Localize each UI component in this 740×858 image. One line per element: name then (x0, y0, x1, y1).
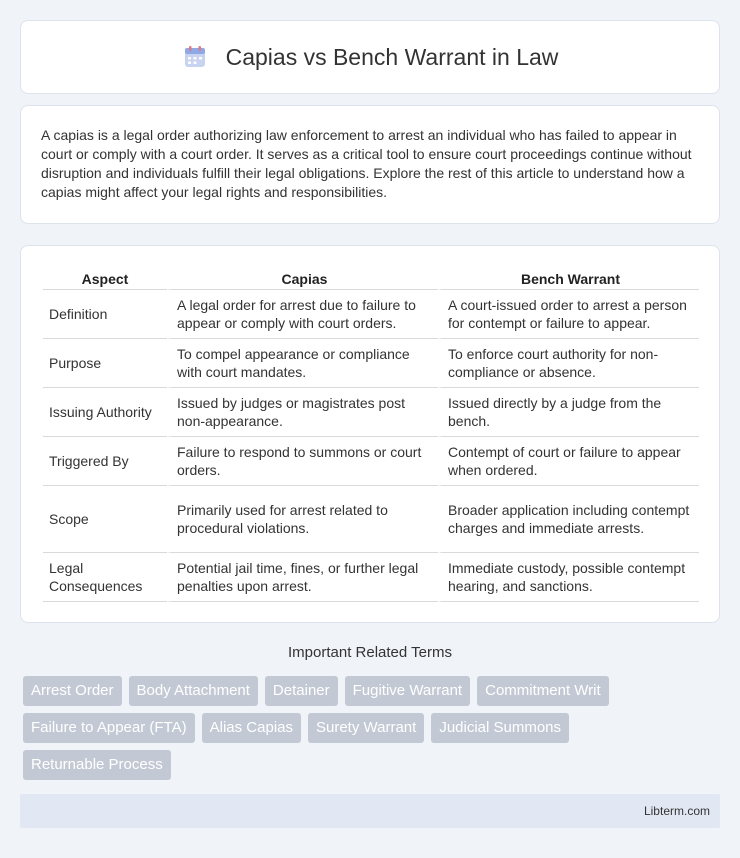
column-header-bench-warrant: Bench Warrant (438, 266, 699, 290)
table-row (43, 437, 699, 486)
row-bench-warrant: Contempt of court or failure to appear when ordered. (438, 437, 699, 486)
footer-brand-link[interactable]: Libterm.com (643, 804, 710, 818)
intro-card (20, 105, 720, 224)
row-capias: A legal order for arrest due to failure to appear or comply with court orders. (167, 290, 438, 339)
header-card (20, 20, 720, 94)
table-row (43, 553, 699, 602)
row-capias: Failure to respond to summons or court orders. (167, 437, 438, 486)
row-capias: To compel appearance or compliance with court mandates. (167, 339, 438, 388)
tag-body-attachment[interactable]: Body Attachment (129, 676, 258, 706)
column-header-aspect: Aspect (43, 266, 167, 290)
table-row (43, 388, 699, 437)
row-aspect: Purpose (43, 339, 167, 388)
row-bench-warrant: Broader application including contempt charges and immediate arrests. (438, 486, 699, 553)
related-terms-title: Important Related Terms (288, 644, 452, 661)
row-bench-warrant: To enforce court authority for non-compliance or absence. (438, 339, 699, 388)
table-row (43, 339, 699, 388)
calendar-icon (182, 45, 208, 69)
tag-detainer[interactable]: Detainer (265, 676, 338, 706)
row-bench-warrant: Issued directly by a judge from the bench. (438, 388, 699, 437)
comparison-table-card (20, 245, 720, 623)
row-bench-warrant: Immediate custody, possible contempt hearing, and sanctions. (438, 553, 699, 602)
tag-returnable-process[interactable]: Returnable Process (23, 750, 171, 780)
comparison-table (43, 266, 699, 602)
row-aspect: Definition (43, 290, 167, 339)
title-wrap (182, 44, 559, 71)
tag-arrest-order[interactable]: Arrest Order (23, 676, 122, 706)
row-aspect: Scope (43, 486, 167, 553)
footer (20, 794, 720, 828)
table-header-row (43, 266, 699, 290)
related-terms-tags (23, 676, 723, 780)
table-row (43, 290, 699, 339)
row-bench-warrant: A court-issued order to arrest a person for contempt or failure to appear. (438, 290, 699, 339)
row-capias: Issued by judges or magistrates post non-appearance. (167, 388, 438, 437)
tag-fugitive-warrant[interactable]: Fugitive Warrant (345, 676, 470, 706)
row-aspect: Triggered By (43, 437, 167, 486)
tag-alias-capias[interactable]: Alias Capias (202, 713, 301, 743)
row-capias: Potential jail time, fines, or further legal penalties upon arrest. (167, 553, 438, 602)
row-aspect: Issuing Authority (43, 388, 167, 437)
tag-surety-warrant[interactable]: Surety Warrant (308, 713, 424, 743)
intro-paragraph: A capias is a legal order authorizing law enforcement to arrest an individual who has failed to appear in court or comply with a court order. It serves as a critical tool to ensure court proceedings continue without disruption and individuals fulfill their legal obligations. Explore the rest of this article to understand how a capias might affect your legal rights and responsibilities. (41, 127, 692, 200)
column-header-capias: Capias (167, 266, 438, 290)
row-capias: Primarily used for arrest related to procedural violations. (167, 486, 438, 553)
page-title: Capias vs Bench Warrant in Law (225, 43, 559, 70)
tag-commitment-writ[interactable]: Commitment Writ (477, 676, 609, 706)
tag-judicial-summons[interactable]: Judicial Summons (431, 713, 569, 743)
tag-failure-to-appear[interactable]: Failure to Appear (FTA) (23, 713, 195, 743)
row-aspect: Legal Consequences (43, 553, 167, 602)
table-row (43, 486, 699, 553)
